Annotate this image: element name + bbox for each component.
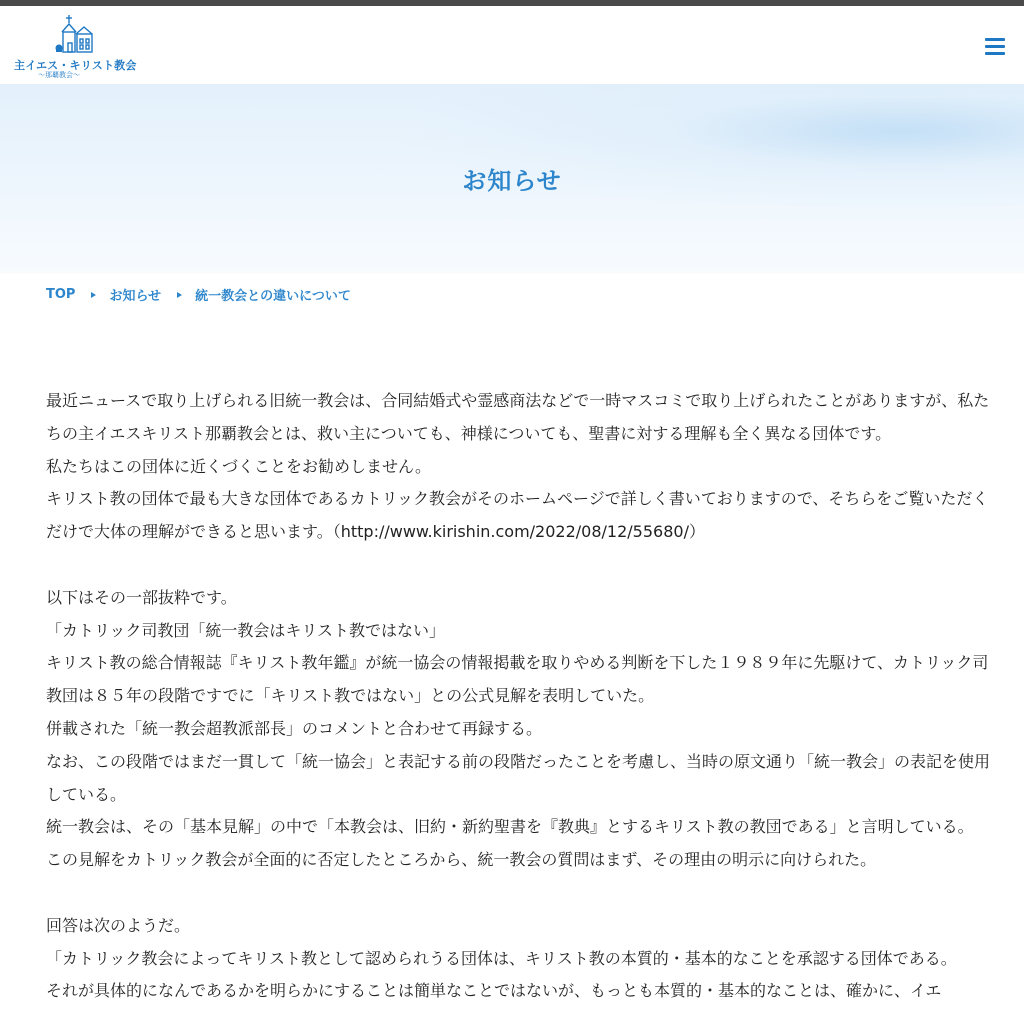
breadcrumb-news-link[interactable]: お知らせ [109,289,162,304]
article-paragraph: 「カトリック教会によってキリスト教として認められうる団体は、キリスト教の本質的・基本的なことを承認する団体である。 [46,948,957,968]
article-paragraph: それが具体的になんであるかを明らかにすることは簡単なことではないが、もっとも本質的・基本的なことは、確かに、イエ [46,981,942,1001]
logo-subtitle: ～那覇教会～ [38,71,80,79]
article-paragraph: 回答は次のようだ。 [46,915,191,935]
church-logo-icon [12,14,132,60]
article-paragraph: 併載された「統一教会超教派部長」のコメントと合わせて再録する。 [46,718,543,738]
breadcrumb-current[interactable]: 統一教会との違いについて [195,289,351,304]
article-paragraph: キリスト教の総合情報誌『キリスト教年鑑』が統一協会の情報掲載を取りやめる判断を下した１９８９年に先駆けて、カトリック司教団は８５年の段階ですでに「キリスト教ではない」との公式見解を表明していた。 [46,653,989,706]
article-paragraph: キリスト教の団体で最も大きな団体であるカトリック教会がそのホームページで詳しく書いておりますので、そちらをご覧いただくだけで大体の理解ができると思います。（http://www.kirishin.com/2022/08/12/55680/） [46,489,989,542]
article-spacer [46,549,992,582]
article-body [46,385,992,1008]
page-title: お知らせ [462,167,562,195]
article-paragraph: 統一教会は、その「基本見解」の中で「本教会は、旧約・新約聖書を『教典』とするキリスト教の教団である」と言明している。 [46,817,974,837]
article-paragraph: 私たちはこの団体に近くづくことをお勧めしません。 [46,456,431,476]
article-paragraph: 以下はその一部抜粋です。 [46,587,237,607]
breadcrumb-arrow-icon [91,292,96,298]
breadcrumb-arrow-icon [177,292,182,298]
article-paragraph: この見解をカトリック教会が全面的に否定したところから、統一教会の質問はまず、その理由の明示に向けられた。 [46,850,877,870]
site-logo[interactable] [12,14,137,79]
site-header [0,6,1024,84]
page-hero [0,84,1024,273]
article-paragraph: 「カトリック司教団「統一教会はキリスト教ではない」 [46,620,446,640]
article-paragraph: 最近ニュースで取り上げられる旧統一教会は、合同結婚式や霊感商法などで一時マスコミで取り上げられたことがありますが、私たちの主イエスキリスト那覇教会とは、救い主についても、神様についても、聖書に対する理解も全く異なる団体です。 [46,391,990,443]
article-paragraph: なお、この段階ではまだ一貫して「統一協会」と表記する前の段階だったことを考慮し、当時の原文通り「統一教会」の表記を使用している。 [46,751,991,804]
hamburger-menu-icon[interactable] [985,38,1005,56]
breadcrumb [46,285,351,304]
article-spacer [46,877,992,910]
breadcrumb-top-link[interactable]: TOP [46,287,76,302]
logo-title: 主イエス・キリスト教会 [14,59,137,72]
